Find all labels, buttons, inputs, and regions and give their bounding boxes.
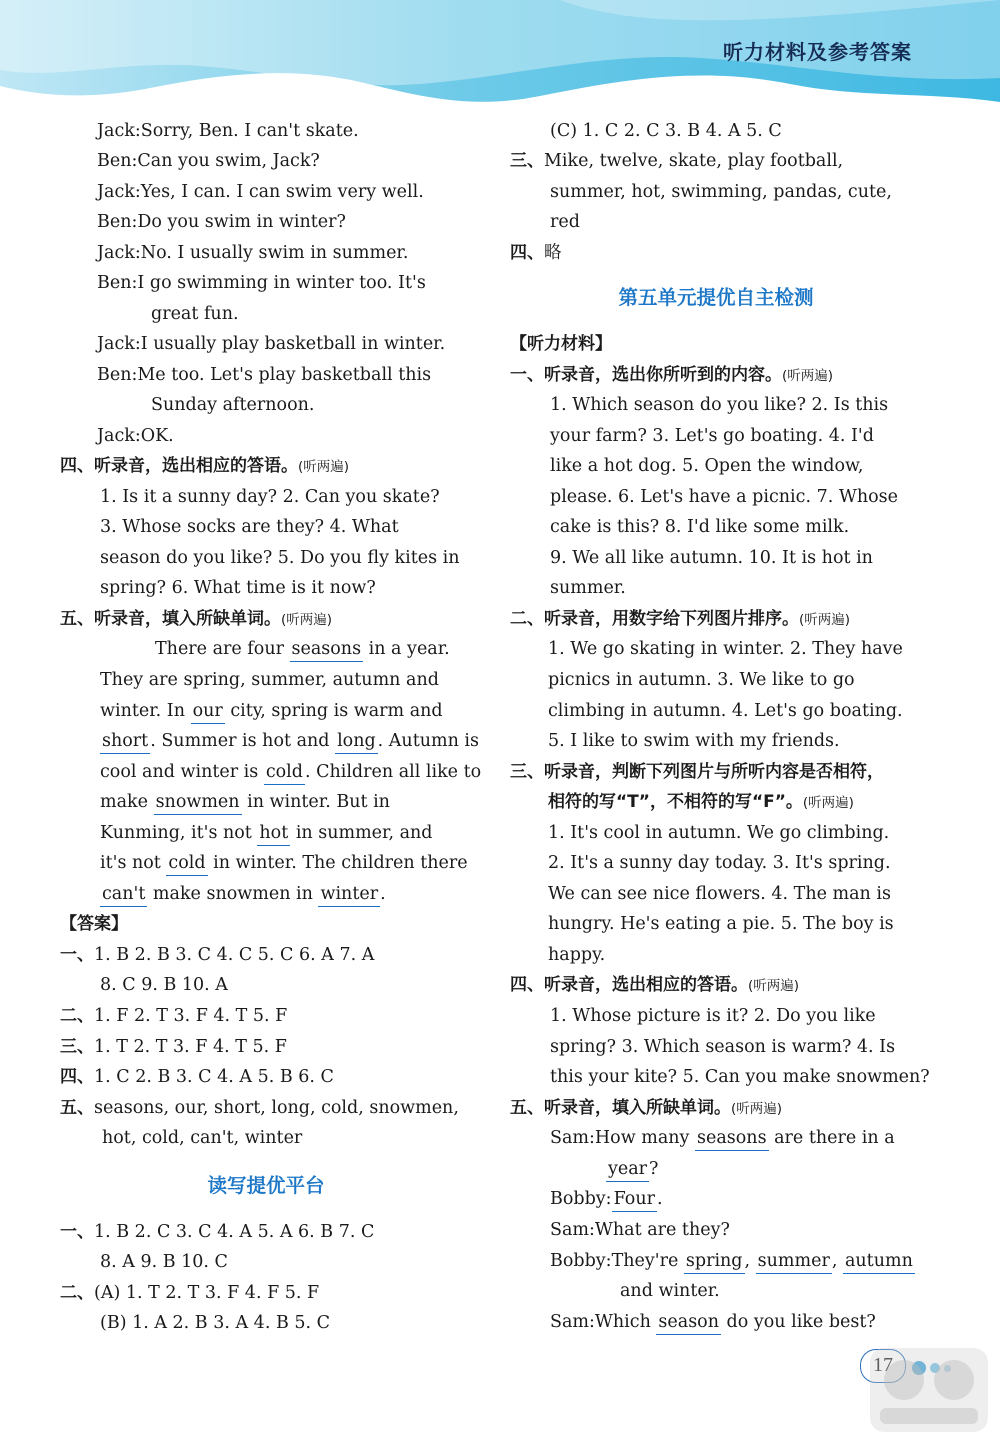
fill-in-line: winter. In our city, spring is warm and — [100, 696, 443, 726]
question-heading: 三、听录音，判断下列图片与所听内容是否相符， — [510, 762, 884, 782]
section-title: 读写提优平台 — [207, 1174, 325, 1197]
answer-row: red — [550, 212, 580, 232]
answer-row: 二、(A) 1. T 2. T 3. F 4. F 5. F — [60, 1283, 320, 1303]
question-line: We can see nice flowers. 4. The man is — [548, 884, 891, 904]
dialogue-line: Jack:Sorry, Ben. I can't skate. — [97, 121, 359, 141]
fill-in-line: make snowmen in winter. But in — [100, 787, 390, 817]
question-line: hungry. He's eating a pie. 5. The boy is — [548, 914, 894, 934]
blank-answer: long — [335, 729, 378, 754]
dialogue-line: Ben:Do you swim in winter? — [97, 212, 346, 232]
question-line: season do you like? 5. Do you fly kites in — [100, 548, 460, 568]
dialogue-line: great fun. — [151, 304, 239, 324]
dialogue-line: and winter. — [620, 1281, 720, 1301]
question-heading: 四、听录音，选出相应的答语。(听两遍) — [510, 975, 800, 995]
fill-in-line: cool and winter is cold . Children all like to — [100, 757, 481, 787]
blank-answer: seasons — [695, 1126, 769, 1151]
blank-answer: season — [656, 1310, 721, 1335]
blank-answer: Four — [612, 1187, 657, 1212]
question-line: 1. Is it a sunny day? 2. Can you skate? — [100, 487, 440, 507]
question-line: 5. I like to swim with my friends. — [548, 731, 840, 751]
dialogue-line: Bobby: Four . — [550, 1184, 663, 1214]
blank-answer: cold — [166, 851, 207, 876]
blank-answer: snowmen — [154, 790, 242, 815]
question-heading: 二、听录音，用数字给下列图片排序。(听两遍) — [510, 609, 851, 629]
blank-answer: short — [100, 729, 150, 754]
dialogue-line: Ben:Can you swim, Jack? — [97, 151, 320, 171]
dialogue-line: Jack:No. I usually swim in summer. — [97, 243, 409, 263]
dialogue-line: Ben:I go swimming in winter too. It's — [97, 273, 426, 293]
fill-in-line: short . Summer is hot and long . Autumn is — [100, 726, 479, 756]
answer-row: 一、1. B 2. B 3. C 4. C 5. C 6. A 7. A — [60, 945, 375, 965]
blank-answer: seasons — [290, 637, 364, 662]
dialogue-line: Sam:What are they? — [550, 1220, 730, 1240]
question-line: spring? 6. What time is it now? — [100, 578, 376, 598]
watermark-logo — [864, 1340, 994, 1440]
question-line: climbing in autumn. 4. Let's go boating. — [548, 701, 903, 721]
question-line: 9. We all like autumn. 10. It is hot in — [550, 548, 873, 568]
answer-row: 四、略 — [510, 243, 562, 263]
listening-heading: 【听力材料】 — [510, 334, 612, 354]
dialogue-line: Sam:Which season do you like best? — [550, 1307, 876, 1337]
dialogue-line: year ? — [606, 1154, 658, 1184]
section-title: 第五单元提优自主检测 — [618, 286, 814, 309]
question-heading: 四、听录音，选出相应的答语。(听两遍) — [60, 456, 350, 476]
question-line: summer. — [550, 578, 626, 598]
answer-row: 五、seasons, our, short, long, cold, snowmen, — [60, 1098, 459, 1118]
answer-row: 三、Mike, twelve, skate, play football, — [510, 151, 844, 171]
question-heading: 五、听录音，填入所缺单词。(听两遍) — [510, 1098, 783, 1118]
question-line: like a hot dog. 5. Open the window, — [550, 456, 864, 476]
answers-heading: 【答案】 — [60, 914, 128, 934]
question-line: 1. Whose picture is it? 2. Do you like — [550, 1006, 876, 1026]
answer-row: 四、1. C 2. B 3. C 4. A 5. B 6. C — [60, 1067, 334, 1087]
question-line: 1. It's cool in autumn. We go climbing. — [548, 823, 890, 843]
blank-answer: hot — [257, 821, 290, 846]
answer-row: hot, cold, can't, winter — [102, 1128, 303, 1148]
dialogue-line: Jack:Yes, I can. I can swim very well. — [97, 182, 424, 202]
blank-answer: can't — [100, 882, 147, 907]
question-heading: 相符的写“T”，不相符的写“F”。(听两遍) — [548, 792, 854, 812]
answer-row: 一、1. B 2. C 3. C 4. A 5. A 6. B 7. C — [60, 1222, 375, 1242]
answer-row: 二、1. F 2. T 3. F 4. T 5. F — [60, 1006, 288, 1026]
blank-answer: winter — [318, 882, 380, 907]
header-title: 听力材料及参考答案 — [723, 40, 912, 64]
blank-answer: cold — [264, 760, 305, 785]
question-line: 1. We go skating in winter. 2. They have — [548, 639, 903, 659]
dialogue-line: Jack:I usually play basketball in winter. — [97, 334, 446, 354]
answer-row: 8. A 9. B 10. C — [100, 1252, 228, 1272]
question-line: spring? 3. Which season is warm? 4. Is — [550, 1037, 896, 1057]
question-line: 3. Whose socks are they? 4. What — [100, 517, 399, 537]
question-line: 1. Which season do you like? 2. Is this — [550, 395, 889, 415]
question-line: your farm? 3. Let's go boating. 4. I'd — [550, 426, 874, 446]
dialogue-line: Jack:OK. — [97, 426, 174, 446]
fill-in-line: Kunming, it's not hot in summer, and — [100, 818, 433, 848]
question-line: 2. It's a sunny day today. 3. It's spring. — [548, 853, 891, 873]
question-heading: 五、听录音，填入所缺单词。(听两遍) — [60, 609, 333, 629]
answer-row: 8. C 9. B 10. A — [100, 975, 228, 995]
dialogue-line: Ben:Me too. Let's play basketball this — [97, 365, 432, 385]
question-line: cake is this? 8. I'd like some milk. — [550, 517, 850, 537]
dialogue-line: Sam:How many seasons are there in a — [550, 1123, 895, 1153]
question-line: this your kite? 5. Can you make snowmen? — [550, 1067, 930, 1087]
question-heading: 一、听录音，选出你所听到的内容。(听两遍) — [510, 365, 834, 385]
dialogue-line: Sunday afternoon. — [151, 395, 315, 415]
fill-in-line: They are spring, summer, autumn and — [100, 670, 439, 690]
fill-in-line: There are four seasons in a year. — [155, 634, 450, 664]
fill-in-line: can't make snowmen in winter . — [100, 879, 386, 909]
dialogue-line: Bobby:They're spring , summer , autumn — [550, 1246, 915, 1276]
answer-row: (B) 1. A 2. B 3. A 4. B 5. C — [100, 1313, 331, 1333]
blank-answer: spring — [684, 1249, 745, 1274]
question-line: picnics in autumn. 3. We like to go — [548, 670, 855, 690]
answer-row: 三、1. T 2. T 3. F 4. T 5. F — [60, 1037, 287, 1057]
blank-answer: summer — [756, 1249, 832, 1274]
answer-row: summer, hot, swimming, pandas, cute, — [550, 182, 892, 202]
page-number: 17 — [860, 1349, 906, 1383]
answer-row: (C) 1. C 2. C 3. B 4. A 5. C — [550, 121, 782, 141]
question-line: happy. — [548, 945, 606, 965]
blank-answer: autumn — [843, 1249, 915, 1274]
fill-in-line: it's not cold in winter. The children there — [100, 848, 468, 878]
question-line: please. 6. Let's have a picnic. 7. Whose — [550, 487, 898, 507]
blank-answer: our — [191, 699, 225, 724]
blank-answer: year — [606, 1157, 649, 1182]
